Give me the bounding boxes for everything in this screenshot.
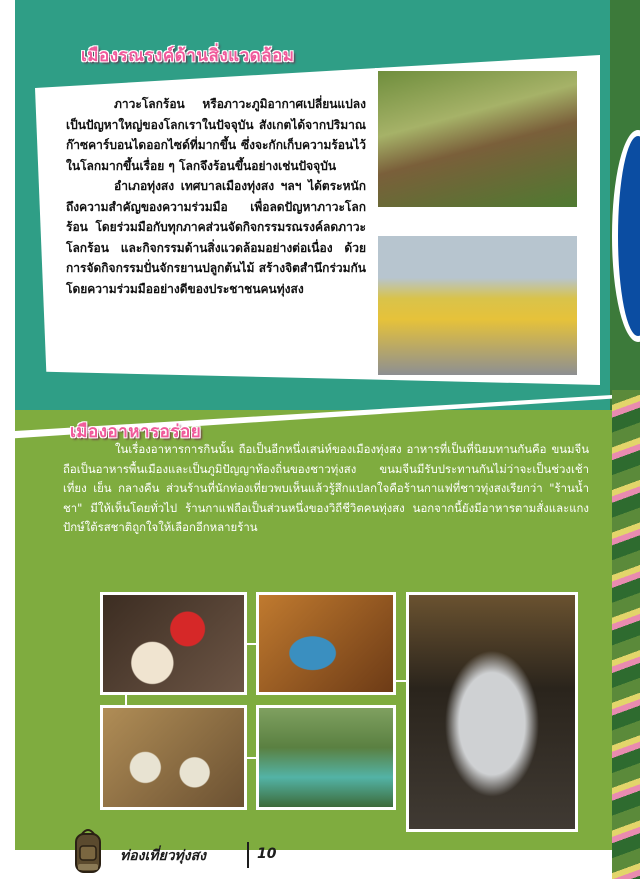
food-text [63, 440, 589, 538]
street-food-vendor-photo [406, 592, 578, 832]
khanom-jeen-curries-photo [100, 705, 247, 810]
photo-connector [396, 680, 406, 682]
environment-heading: เมืองรณรงค์ด้านสิ่งแวดล้อม [81, 46, 295, 66]
people-dining-photo [256, 705, 396, 810]
cycling-campaign-photo [375, 233, 580, 378]
tree-planting-photo [375, 68, 580, 210]
environment-paragraph-2: อำเภอทุ่งสง เทศบาลเมืองทุ่งสง ฯลฯ ได้ตระหนักถึงความสำคัญของความร่วมมือ เพื่อลดปัญหาภาวะโลกร้อน โดยร่วมมือกับทุกภาคส่วนจัดกิจกรรมรณรงค์ลดภาวะโลกร้อน และกิจกรรมด้านสิ่งแวดล้อมอย่างต่อเนื่อง ด้วยการจัดกิจกรรมปั่นจักรยานปลูกต้นไม้ สร้างจิตสำนึกร่วมกันโดยความร่วมมืออย่างดีของประชาชนคนทุ่งสง [66, 179, 366, 296]
footer-title: ท่องเที่ยวทุ่งสง [120, 848, 206, 864]
right-page-flowers [612, 390, 640, 879]
noodles-and-tea-photo [256, 592, 396, 695]
backpack-icon [68, 826, 108, 876]
environment-text [66, 94, 366, 299]
environment-paragraph-1: ภาวะโลกร้อน หรือภาวะภูมิอากาศเปลี่ยนแปลงเป็นปัญหาใหญ่ของโลกเราในปัจจุบัน สังเกตได้จากปริมาณก๊าซคาร์บอนไดออกไซด์ที่มากขึ้น ซึ่งจะกักเก็บความร้อนไว้ในโลกมากขึ้นเรื่อย ๆ โลกจึงร้อนขึ้นอย่างเช่นปัจจุบัน [66, 97, 366, 173]
page-number: 10 [257, 846, 277, 862]
coffee-and-snacks-photo [100, 592, 247, 695]
footer-divider [247, 842, 249, 868]
food-heading: เมืองอาหารอร่อย [70, 422, 202, 442]
food-paragraph-1: ในเรื่องอาหารการกินนั้น ถือเป็นอีกหนึ่งเสน่ห์ของเมืองทุ่งสง อาหารที่เป็นที่นิยมทานกันคือ ขนมจีน ถือเป็นอาหารพื้นเมืองและเป็นภูมิปัญญาท้องถิ่นของชาวทุ่งสง ขนมจีนมีรับประทานกันไม่ว่าจะเป็นช่วงเช้า เที่ยง เย็น กลางคืน ส่วนร้านที่นักท่องเที่ยวพบเห็นแล้วรู้สึกแปลกใจคือร้านกาแฟที่ชาวทุ่งสงเรียกว่า "ร้านน้ำชา" มีให้เห็นโดยทั่วไป ร้านกาแฟถือเป็นส่วนหนึ่งของวิถีชีวิตคนทุ่งสง นอกจากนี้ยังมีอาหารตามสั่งและแกงปักษ์ใต้รสชาติถูกใจให้เลือกอีกหลายร้าน [63, 442, 589, 535]
